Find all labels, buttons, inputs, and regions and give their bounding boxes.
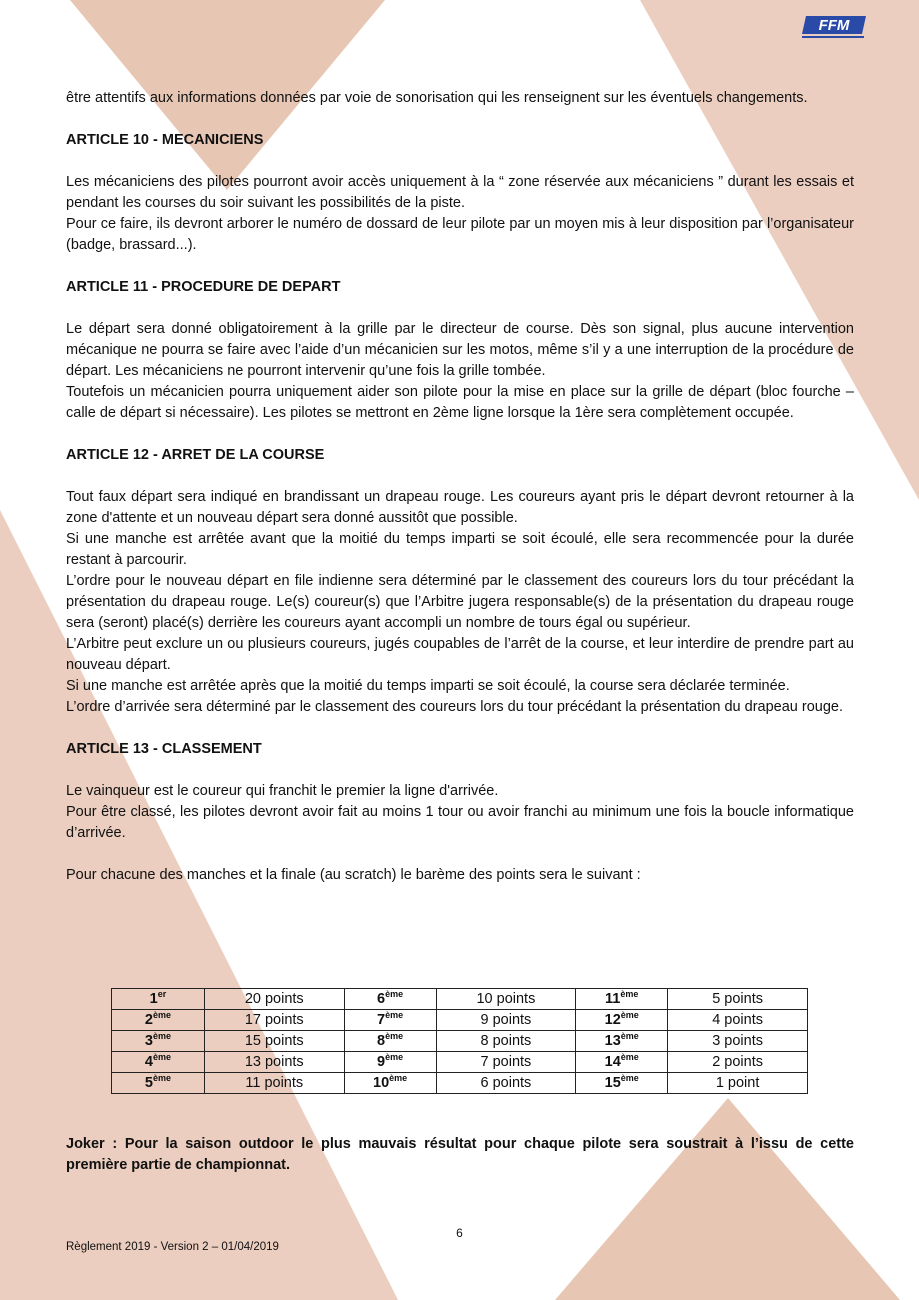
rank-suffix: ème [620, 1010, 639, 1020]
rank-suffix: ème [389, 1073, 408, 1083]
article-13-heading: ARTICLE 13 - CLASSEMENT [66, 741, 262, 757]
rank-cell [344, 1010, 436, 1031]
rank-number: 7 [377, 1012, 386, 1028]
rank-suffix: ème [620, 1052, 639, 1062]
paragraph: Toutefois un mécanicien pourra uniquement aider son pilote pour la mise en place sur la grille de départ (bloc fourche – calle de départ si nécessaire). Les pilotes se mettront en 2ème ligne lorsque la 1ère sera complètement occupée. [66, 384, 854, 421]
points-table [111, 988, 808, 1094]
rank-number: 3 [144, 1033, 153, 1049]
rank-cell [344, 989, 436, 1010]
paragraph: Les mécaniciens des pilotes pourront avoir accès uniquement à la “ zone réservée aux mécaniciens ” durant les essais et pendant les courses du soir suivant les possibilités de la piste. [66, 174, 854, 211]
points-cell: 11 points [204, 1073, 344, 1094]
paragraph: L’ordre pour le nouveau départ en file indienne sera déterminé par le classement des coureurs lors du tour précédant la présentation du drapeau rouge. Le(s) coureur(s) que l’Arbitre jugera responsable(s) de la présentation du drapeau rouge sera (seront) placé(s) derrière les coureurs ayant accompli un nombre de tours égal ou supérieur. [66, 573, 854, 631]
rank-cell [344, 1073, 436, 1094]
rank-suffix: ème [385, 1010, 404, 1020]
paragraph: Pour chacune des manches et la finale (au scratch) le barème des points sera le suivant : [66, 867, 641, 883]
paragraph: L’ordre d’arrivée sera déterminé par le classement des coureurs lors du tour précédant la présentation du drapeau rouge. [66, 699, 844, 715]
document-body [66, 88, 854, 886]
rank-cell [576, 1073, 668, 1094]
points-cell: 7 points [436, 1052, 576, 1073]
rank-cell [576, 989, 668, 1010]
rank-suffix: ème [620, 1031, 639, 1041]
paragraph: Le départ sera donné obligatoirement à la grille par le directeur de course. Dès son signal, plus aucune intervention mécanique ne pourra se faire avec l’aide d’un mécanicien sur les motos, même s’il y a une interruption de la procédure de départ. Les mécaniciens ne pourront intervenir qu’une fois la grille tombée. [66, 321, 854, 379]
paragraph: Le vainqueur est le coureur qui franchit le premier la ligne d'arrivée. [66, 783, 499, 799]
rank-number: 9 [377, 1054, 386, 1070]
rank-number: 5 [144, 1075, 153, 1091]
rank-number: 1 [149, 991, 158, 1007]
paragraph: Si une manche est arrêtée après que la moitié du temps imparti se soit écoulé, la course sera déclarée terminée. [66, 678, 790, 694]
rank-number: 10 [373, 1075, 390, 1091]
rank-number: 15 [604, 1075, 621, 1091]
rank-cell [112, 1010, 205, 1031]
table-row [112, 1052, 808, 1073]
rank-number: 6 [377, 991, 386, 1007]
points-cell: 10 points [436, 989, 576, 1010]
rank-cell [112, 1031, 205, 1052]
rank-suffix: ème [385, 989, 404, 999]
joker-note: Joker : Pour la saison outdoor le plus mauvais résultat pour chaque pilote sera soustrait à l’issu de cette première partie de championnat. [66, 1135, 854, 1173]
table-row [112, 1010, 808, 1031]
svg-text:FFM: FFM [818, 17, 850, 34]
rank-cell [112, 989, 205, 1010]
rank-suffix: ème [620, 1073, 639, 1083]
rank-number: 12 [604, 1012, 621, 1028]
points-cell: 1 point [668, 1073, 808, 1094]
table-row [112, 1031, 808, 1052]
paragraph: L’Arbitre peut exclure un ou plusieurs coureurs, jugés coupables de l’arrêt de la course, et leur interdire de prendre part au nouveau départ. [66, 636, 854, 673]
rank-suffix: ème [385, 1031, 404, 1041]
rank-suffix: ème [385, 1052, 404, 1062]
article-10-heading: ARTICLE 10 - MECANICIENS [66, 132, 264, 148]
rank-cell [344, 1052, 436, 1073]
rank-suffix: ème [152, 1010, 171, 1020]
points-cell: 15 points [204, 1031, 344, 1052]
points-cell: 4 points [668, 1010, 808, 1031]
rank-number: 13 [604, 1033, 621, 1049]
points-cell: 8 points [436, 1031, 576, 1052]
rank-number: 14 [604, 1054, 621, 1070]
paragraph: être attentifs aux informations données par voie de sonorisation qui les renseignent sur les éventuels changements. [66, 90, 808, 106]
points-cell: 2 points [668, 1052, 808, 1073]
rank-cell [112, 1073, 205, 1094]
points-cell: 13 points [204, 1052, 344, 1073]
points-cell: 5 points [668, 989, 808, 1010]
ffm-logo [800, 14, 868, 40]
points-cell: 3 points [668, 1031, 808, 1052]
footer-text: Règlement 2019 - Version 2 – 01/04/2019 [66, 1241, 279, 1253]
paragraph: Pour ce faire, ils devront arborer le numéro de dossard de leur pilote par un moyen mis à leur disposition par l’organisateur (badge, brassard...). [66, 216, 854, 253]
rank-cell [344, 1031, 436, 1052]
rank-suffix: ème [152, 1073, 171, 1083]
points-cell: 6 points [436, 1073, 576, 1094]
rank-suffix: ème [152, 1052, 171, 1062]
points-cell: 9 points [436, 1010, 576, 1031]
paragraph: Si une manche est arrêtée avant que la moitié du temps imparti se soit écoulé, elle sera recommencée pour la durée restant à parcourir. [66, 531, 854, 568]
rank-cell [576, 1010, 668, 1031]
rank-suffix: ème [152, 1031, 171, 1041]
rank-number: 11 [605, 991, 621, 1007]
rank-cell [576, 1052, 668, 1073]
table-row [112, 1073, 808, 1094]
table-row [112, 989, 808, 1010]
page-number: 6 [456, 1226, 463, 1240]
rank-cell [576, 1031, 668, 1052]
rank-cell [112, 1052, 205, 1073]
article-12-heading: ARTICLE 12 - ARRET DE LA COURSE [66, 447, 325, 463]
rank-number: 4 [144, 1054, 153, 1070]
rank-suffix: er [157, 989, 167, 999]
paragraph: Tout faux départ sera indiqué en brandissant un drapeau rouge. Les coureurs ayant pris le départ devront retourner à la zone d'attente et un nouveau départ sera donné aussitôt que possible. [66, 489, 854, 526]
rank-number: 8 [377, 1033, 386, 1049]
rank-suffix: ème [620, 989, 639, 999]
article-11-heading: ARTICLE 11 - PROCEDURE DE DEPART [66, 279, 341, 295]
paragraph: Pour être classé, les pilotes devront avoir fait au moins 1 tour ou avoir franchi au minimum une fois la boucle informatique d’arrivée. [66, 804, 854, 841]
points-cell: 20 points [204, 989, 344, 1010]
points-cell: 17 points [204, 1010, 344, 1031]
rank-number: 2 [144, 1012, 153, 1028]
